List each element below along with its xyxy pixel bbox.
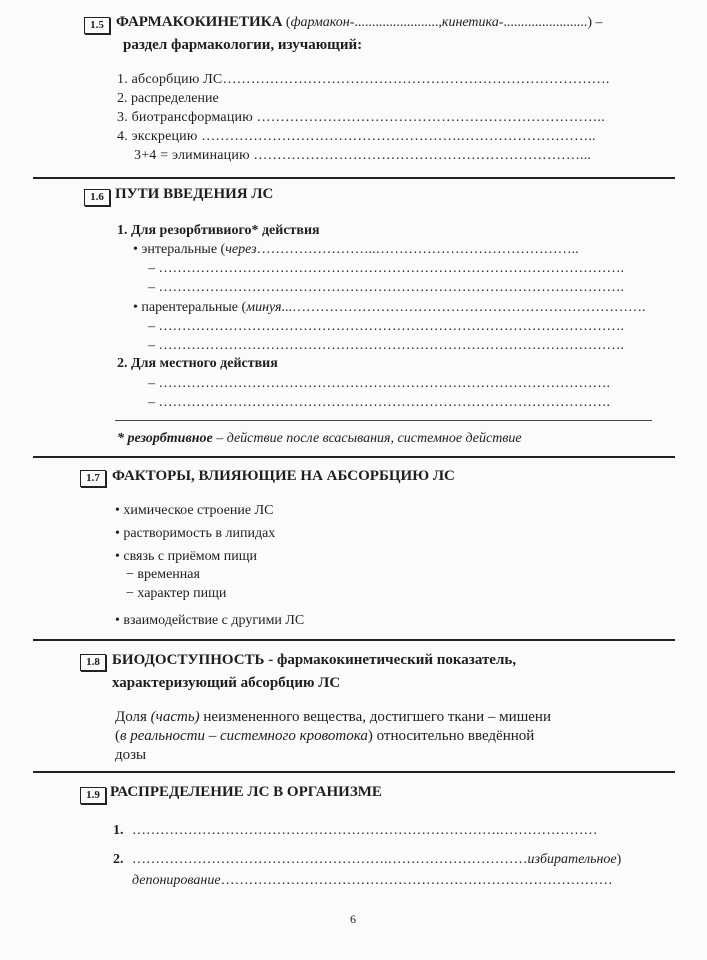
item-number: 2. — [113, 852, 124, 867]
definition-line: дозы — [115, 747, 147, 763]
footnote-term: * резорбтивное — [117, 431, 213, 446]
fill-in-line: – ………………………………………………………………………………………. — [148, 280, 624, 295]
fill-in-dots: ……………………………………………….………………………… — [132, 852, 528, 867]
fill-in-line — [132, 852, 621, 868]
list-subitem: − характер пищи — [126, 586, 227, 601]
list-item: • химическое строение ЛС — [115, 503, 274, 518]
section-title: РАСПРЕДЕЛЕНИЕ ЛС В ОРГАНИЗМЕ — [110, 784, 382, 800]
fill-in-line: – ………………………………………………………………………………………. — [148, 338, 624, 353]
paren-close: ) — [616, 852, 622, 867]
list-item: 3. биотрансформацию ……………………………………………………………….. — [117, 110, 605, 125]
subheading: 2. Для местного действия — [117, 356, 278, 371]
list-item: • растворимость в липидах — [115, 526, 276, 541]
section-subtitle: раздел фармакологии, изучающий: — [123, 37, 363, 53]
hint-text: минуя — [246, 300, 282, 315]
route-parenteral — [133, 300, 646, 316]
fill-in-line: – ……………………………………………………………………………………. — [148, 376, 610, 391]
hint-text: ,кинетика- — [438, 15, 504, 30]
list-item: 1. абсорбцию ЛС………………………………………………………………………. — [117, 72, 610, 87]
fill-in-line: …………………………………………………………………….………………… — [132, 823, 598, 838]
fill-in-dots: ........................ — [503, 15, 588, 30]
hint-text: депонирование — [132, 873, 221, 888]
fill-in-dots: ........................ — [354, 15, 439, 30]
item-number: 1. — [113, 823, 124, 838]
footnote — [117, 431, 522, 447]
hint-text: фармакон- — [290, 15, 355, 30]
hint-text: избирательное — [527, 852, 617, 867]
section-title: ПУТИ ВВЕДЕНИЯ ЛС — [115, 186, 274, 202]
fill-in-line — [132, 873, 613, 889]
section-title — [116, 14, 603, 31]
fill-in-dots: ……………………..…………………………………….. — [256, 242, 579, 257]
section-title-text: ФАРМАКОКИНЕТИКА — [116, 14, 283, 30]
fill-in-dots: ………………………………………………………………………… — [220, 873, 613, 888]
route-label: • энтеральные ( — [133, 242, 226, 257]
definition-italic: (часть) — [150, 709, 200, 725]
page-number: 6 — [350, 912, 356, 926]
list-item: 3+4 = элиминацию ……………………………………………………………... — [134, 148, 592, 163]
fill-in-line: – ………………………………………………………………………………………. — [148, 261, 624, 276]
section-title-continued: характеризующий абсорбцию ЛС — [112, 675, 341, 691]
definition-text: ) относительно введённой — [367, 728, 535, 744]
section-number-badge: 1.5 — [84, 17, 110, 34]
paren-open: ( — [282, 15, 291, 30]
section-number-badge: 1.9 — [80, 787, 106, 804]
section-number-badge: 1.8 — [80, 654, 106, 671]
list-item: • взаимодействие с другими ЛС — [115, 613, 305, 628]
definition-italic: в реальности – системного кровотока — [120, 728, 368, 744]
fill-in-line: – ……………………………………………………………………………………. — [148, 395, 610, 410]
subheading: 1. Для резорбтивиого* действия — [117, 223, 320, 238]
hint-text: через — [225, 242, 257, 257]
section-divider — [33, 456, 675, 458]
paren-close: ) – — [587, 15, 603, 30]
definition-text: Доля — [115, 709, 151, 725]
section-title: ФАКТОРЫ, ВЛИЯЮЩИЕ НА АБСОРБЦИЮ ЛС — [112, 468, 455, 484]
list-item: • связь с приёмом пищи — [115, 549, 258, 564]
list-item: 4. экскрецию ……………………………………………….……………………….. — [117, 129, 596, 144]
definition-line — [115, 728, 534, 745]
section-divider — [33, 639, 675, 641]
route-enteral — [133, 242, 579, 258]
definition-text: ( — [115, 728, 120, 744]
section-divider — [33, 177, 675, 179]
footnote-divider — [115, 420, 652, 421]
section-number-badge: 1.7 — [80, 470, 106, 487]
footnote-text: – действие после всасывания, системное действие — [212, 431, 522, 446]
list-item: 2. распределение — [117, 91, 219, 106]
section-title: БИОДОСТУПНОСТЬ - фармакокинетический показатель, — [112, 652, 517, 668]
definition-line — [115, 709, 551, 726]
fill-in-line: – ………………………………………………………………………………………. — [148, 319, 624, 334]
fill-in-dots: ...…………………………………………………………………. — [281, 300, 646, 315]
section-divider — [33, 771, 675, 773]
list-subitem: − временная — [126, 567, 200, 582]
route-label: • парентеральные ( — [133, 300, 247, 315]
definition-text: неизмененного вещества, достигшего ткани – мишени — [199, 709, 551, 725]
section-number-badge: 1.6 — [84, 189, 110, 206]
